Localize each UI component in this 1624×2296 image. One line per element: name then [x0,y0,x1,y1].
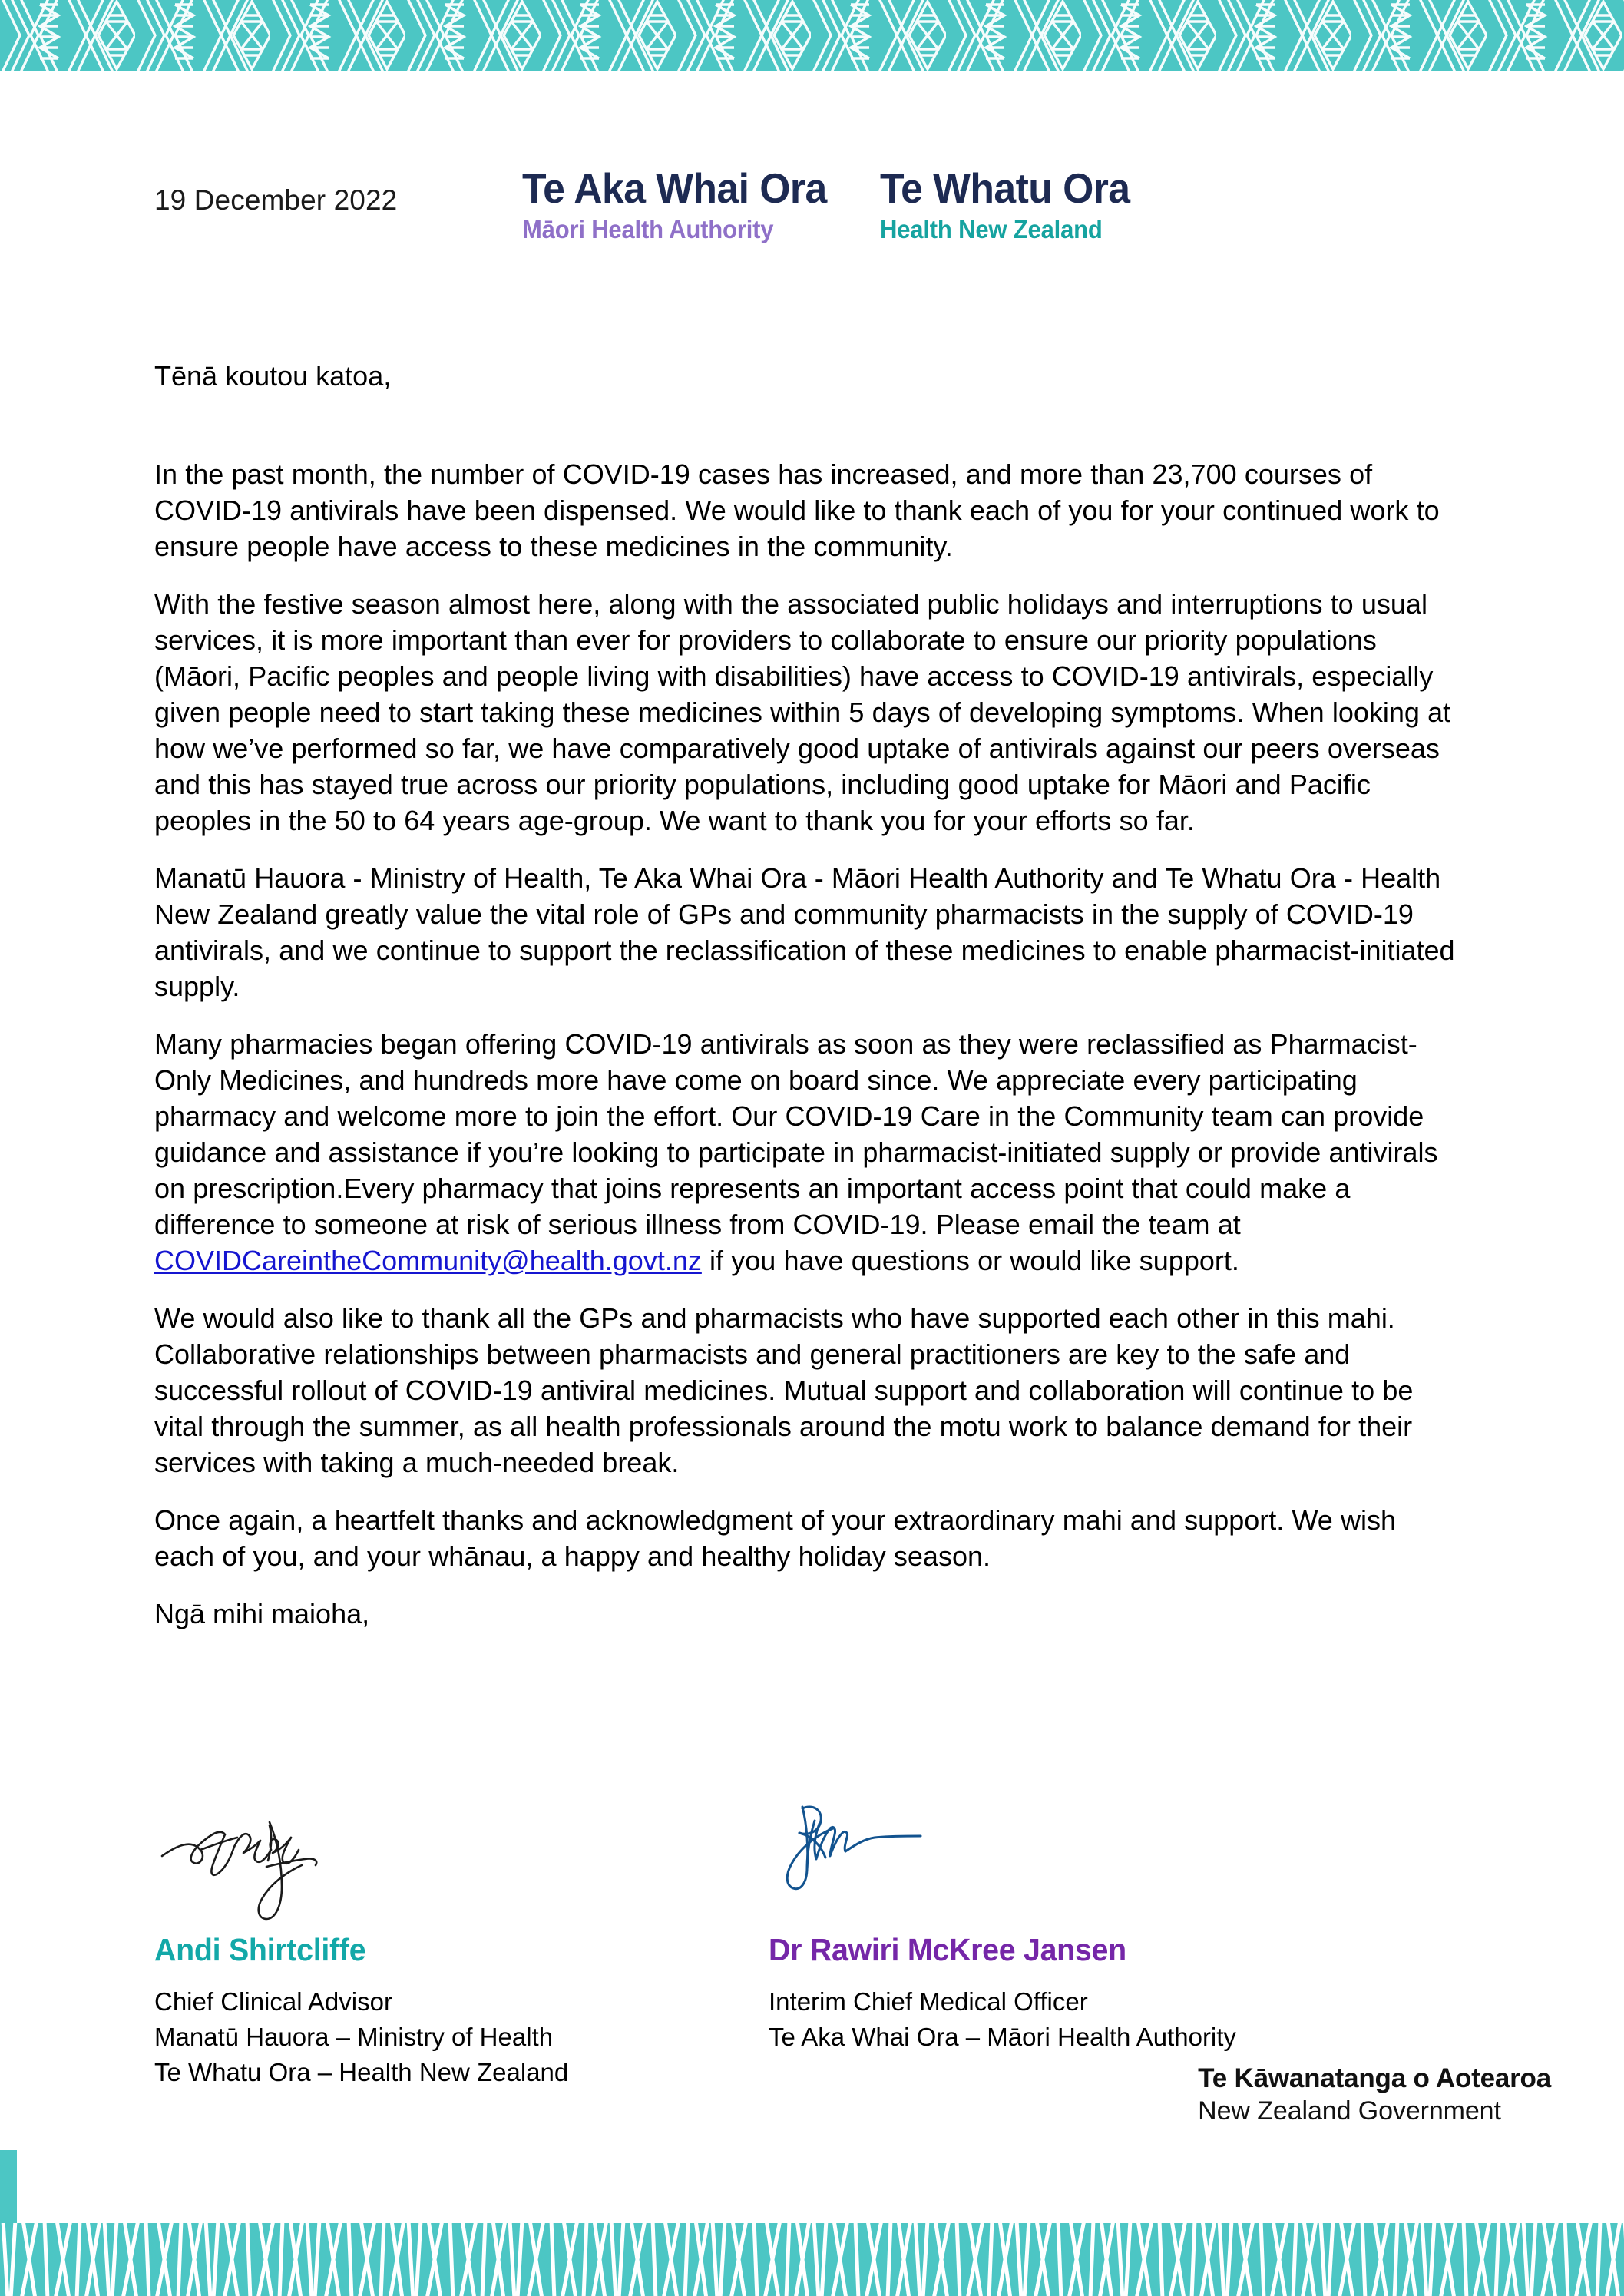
body-paragraph-5: We would also like to thank all the GPs and pharmacists who have supported each other in this mahi. Collaborative relationships between pharmacists and general practitioners are key to the safe and successful rollout of COVID-19 antiviral medicines. Mutual support and collaboration will continue to be vital through the summer, as all health professionals around the motu work to balance demand for their services with taking a much-needed break. [154,1302,1414,1478]
nz-government-logo-maori: Te Kāwanatanga o Aotearoa [1198,2063,1551,2093]
letter-date: 19 December 2022 [154,184,398,216]
signature-role-right-line2: Te Aka Whai Ora – Māori Health Authority [769,2023,1236,2052]
body-paragraph-4 [154,1026,1460,1279]
letter-page [0,71,1624,2152]
paragraph-4-text-before: Many pharmacies began offering COVID-19 antivirals as soon as they were reclassified as Pharmacist-Only Medicines, and hundreds more have come on board since. We appreciate every participating pharmacy and welcome more to join the effort. Our COVID-19 Care in the Community team can provide guidance and assistance if you’re looking to participate in pharmacist-initiated supply or provide antivirals on prescription.Every pharmacy that joins represents an important access point that could make a difference to someone at risk of serious illness from COVID-19. Please email the team at [154,1028,1438,1240]
signature-role-left-line2: Manatū Hauora – Ministry of Health [154,2023,554,2052]
te-aka-whai-ora-logo-main: Te Aka Whai Ora [522,164,827,212]
signoff: Ngā mihi maioha, [154,1598,370,1629]
letter-header [0,71,1624,244]
te-whatu-ora-logo [879,164,1146,244]
bottom-decorative-band [0,2223,1624,2296]
signature-role-left-line3: Te Whatu Ora – Health New Zealand [154,2058,569,2087]
signature-role-left-line1: Chief Clinical Advisor [154,1987,392,2016]
letter-body [154,362,1460,1632]
paragraph-4-text-after: if you have questions or would like support. [701,1245,1239,1276]
top-decorative-band [0,0,1624,71]
signature-name-left: Andi Shirtcliffe [154,1932,366,1967]
signature-name-right: Dr Rawiri McKree Jansen [769,1932,1126,1967]
signature-mark-rawiri-mckree-jansen [769,1802,1398,1933]
signature-mark-andi-shirtcliffe [154,1802,784,1933]
te-aka-whai-ora-logo [522,164,846,244]
signature-block-left [154,1802,784,2090]
body-paragraph-6: Once again, a heartfelt thanks and acknowledgment of your extraordinary mahi and support. We wish each of you, and your whānau, a happy and healthy holiday season. [154,1504,1397,1572]
covid-care-email-link[interactable]: COVIDCareintheCommunity@health.govt.nz [154,1245,702,1276]
te-aka-whai-ora-logo-sub: Māori Health Authority [522,215,774,244]
nz-government-logo [1198,2063,1551,2126]
logo-row [522,164,1146,244]
te-whatu-ora-logo-main: Te Whatu Ora [879,164,1130,212]
salutation: Tēnā koutou katoa, [154,360,392,392]
body-paragraph-3: Manatū Hauora - Ministry of Health, Te Aka Whai Ora - Māori Health Authority and Te Whatu Ora - Health New Zealand greatly value the vital role of GPs and community pharmacists in the supply of COVID-19 antivirals, and we continue to support the reclassification of these medicines to enable pharmacist-initiated supply. [154,862,1455,1002]
bottom-left-teal-stub [0,2150,17,2223]
body-paragraph-1: In the past month, the number of COVID-19 cases has increased, and more than 23,700 courses of COVID-19 antivirals have been dispensed. We would like to thank each of you for your continued work to ensure people have access to these medicines in the community. [154,458,1440,562]
body-paragraph-2: With the festive season almost here, along with the associated public holidays and interruptions to usual services, it is more important than ever for providers to collaborate to ensure our priority populations (Māori, Pacific peoples and people living with disabilities) have access to COVID-19 antivirals, especially given people need to start taking these medicines within 5 days of developing symptoms. When looking at how we’ve performed so far, we have comparatively good uptake of antivirals against our peers overseas and this has stayed true across our priority populations, including good uptake for Māori and Pacific peoples in the 50 to 64 years age-group. We want to thank you for your efforts so far. [154,588,1451,836]
signature-block-right [769,1802,1398,2055]
signature-role-right-line1: Interim Chief Medical Officer [769,1987,1088,2016]
te-whatu-ora-logo-sub: Health New Zealand [879,215,1103,244]
nz-government-logo-english: New Zealand Government [1198,2096,1501,2126]
